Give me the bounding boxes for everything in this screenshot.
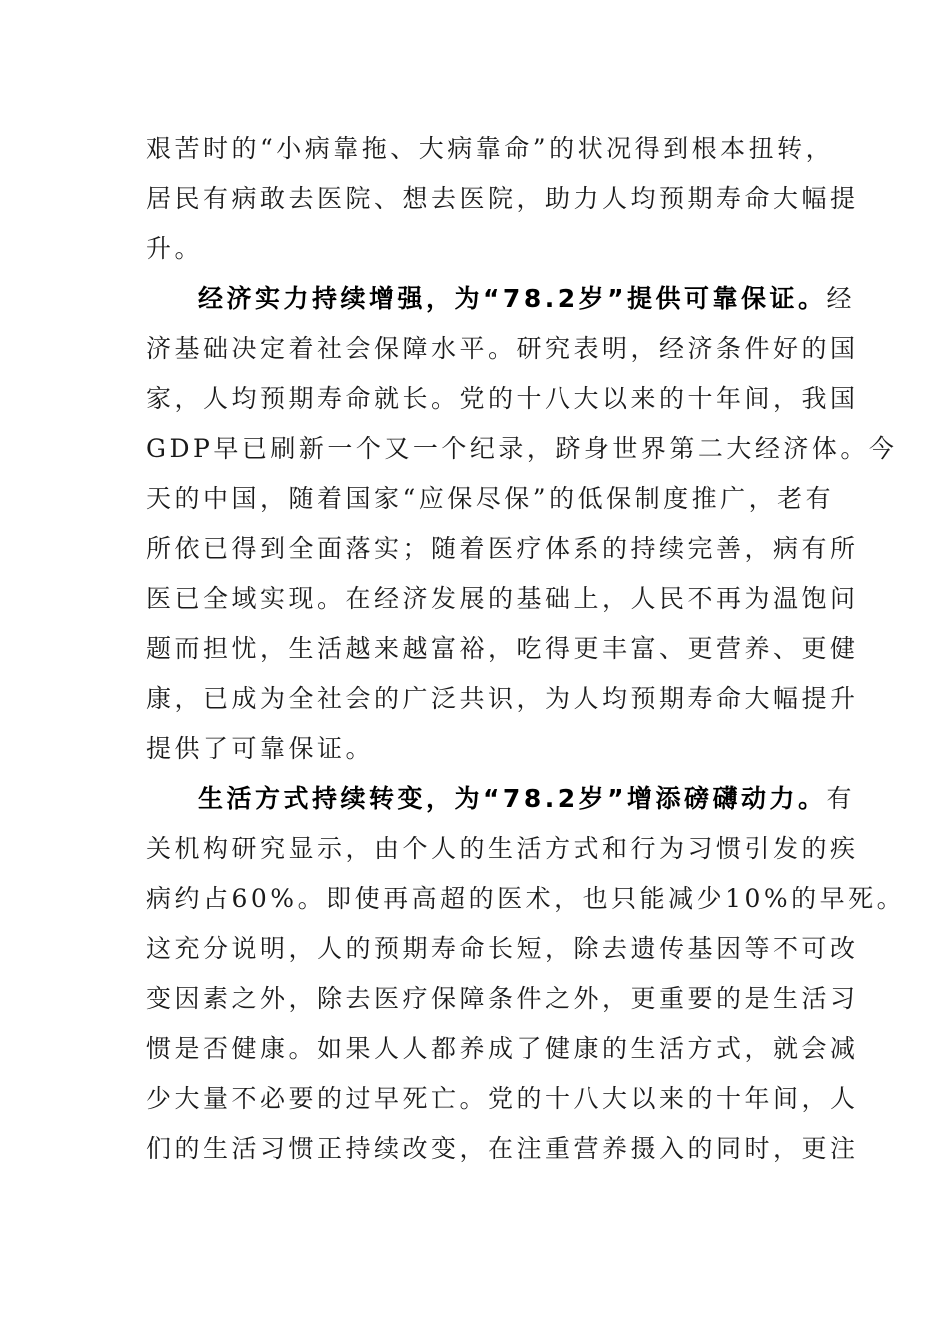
paragraph-line: 们的生活习惯正持续改变，在注重营养摄入的同时，更注 [146, 1134, 859, 1163]
paragraph-first-line [198, 774, 855, 824]
paragraph-line: 济基础决定着社会保障水平。研究表明，经济条件好的国 [146, 334, 859, 363]
paragraph-line: 惯是否健康。如果人人都养成了健康的生活方式，就会减 [146, 1034, 859, 1063]
paragraph-line: 少大量不必要的过早死亡。党的十八大以来的十年间，人 [146, 1084, 859, 1113]
paragraph-line: 题而担忧，生活越来越富裕，吃得更丰富、更营养、更健 [146, 634, 859, 663]
paragraph-text: 经 [826, 284, 856, 313]
paragraph-line: 这充分说明，人的预期寿命长短，除去遗传基因等不可改 [146, 934, 859, 963]
paragraph-first-line [198, 274, 855, 324]
paragraph-line: 关机构研究显示，由个人的生活方式和行为习惯引发的疾 [146, 834, 859, 863]
paragraph-line: 天的中国，随着国家“应保尽保”的低保制度推广，老有 [146, 484, 835, 513]
section-heading-lifestyle: 生活方式持续转变，为“78.2岁”增添磅礴动力。 [198, 784, 827, 813]
paragraph-text: 有 [826, 784, 856, 813]
paragraph-line: 升。 [146, 234, 204, 263]
paragraph-line: 家，人均预期寿命就长。党的十八大以来的十年间，我国 [146, 384, 859, 413]
paragraph-line: 所依已得到全面落实；随着医疗体系的持续完善，病有所 [146, 534, 859, 563]
paragraph-line: 变因素之外，除去医疗保障条件之外，更重要的是生活习 [146, 984, 859, 1013]
paragraph-line: 提供了可靠保证。 [146, 734, 375, 763]
paragraph-line: GDP早已刷新一个又一个纪录，跻身世界第二大经济体。今 [146, 434, 898, 463]
paragraph-line: 病约占60%。即使再高超的医术，也只能减少10%的早死。 [146, 884, 906, 913]
section-heading-economy: 经济实力持续增强，为“78.2岁”提供可靠保证。 [198, 284, 827, 313]
paragraph-line: 康，已成为全社会的广泛共识，为人均预期寿命大幅提升 [146, 684, 859, 713]
paragraph-line: 艰苦时的“小病靠拖、大病靠命”的状况得到根本扭转， [146, 134, 835, 163]
paragraph-line: 医已全域实现。在经济发展的基础上，人民不再为温饱问 [146, 584, 859, 613]
paragraph-line: 居民有病敢去医院、想去医院，助力人均预期寿命大幅提 [146, 184, 859, 213]
